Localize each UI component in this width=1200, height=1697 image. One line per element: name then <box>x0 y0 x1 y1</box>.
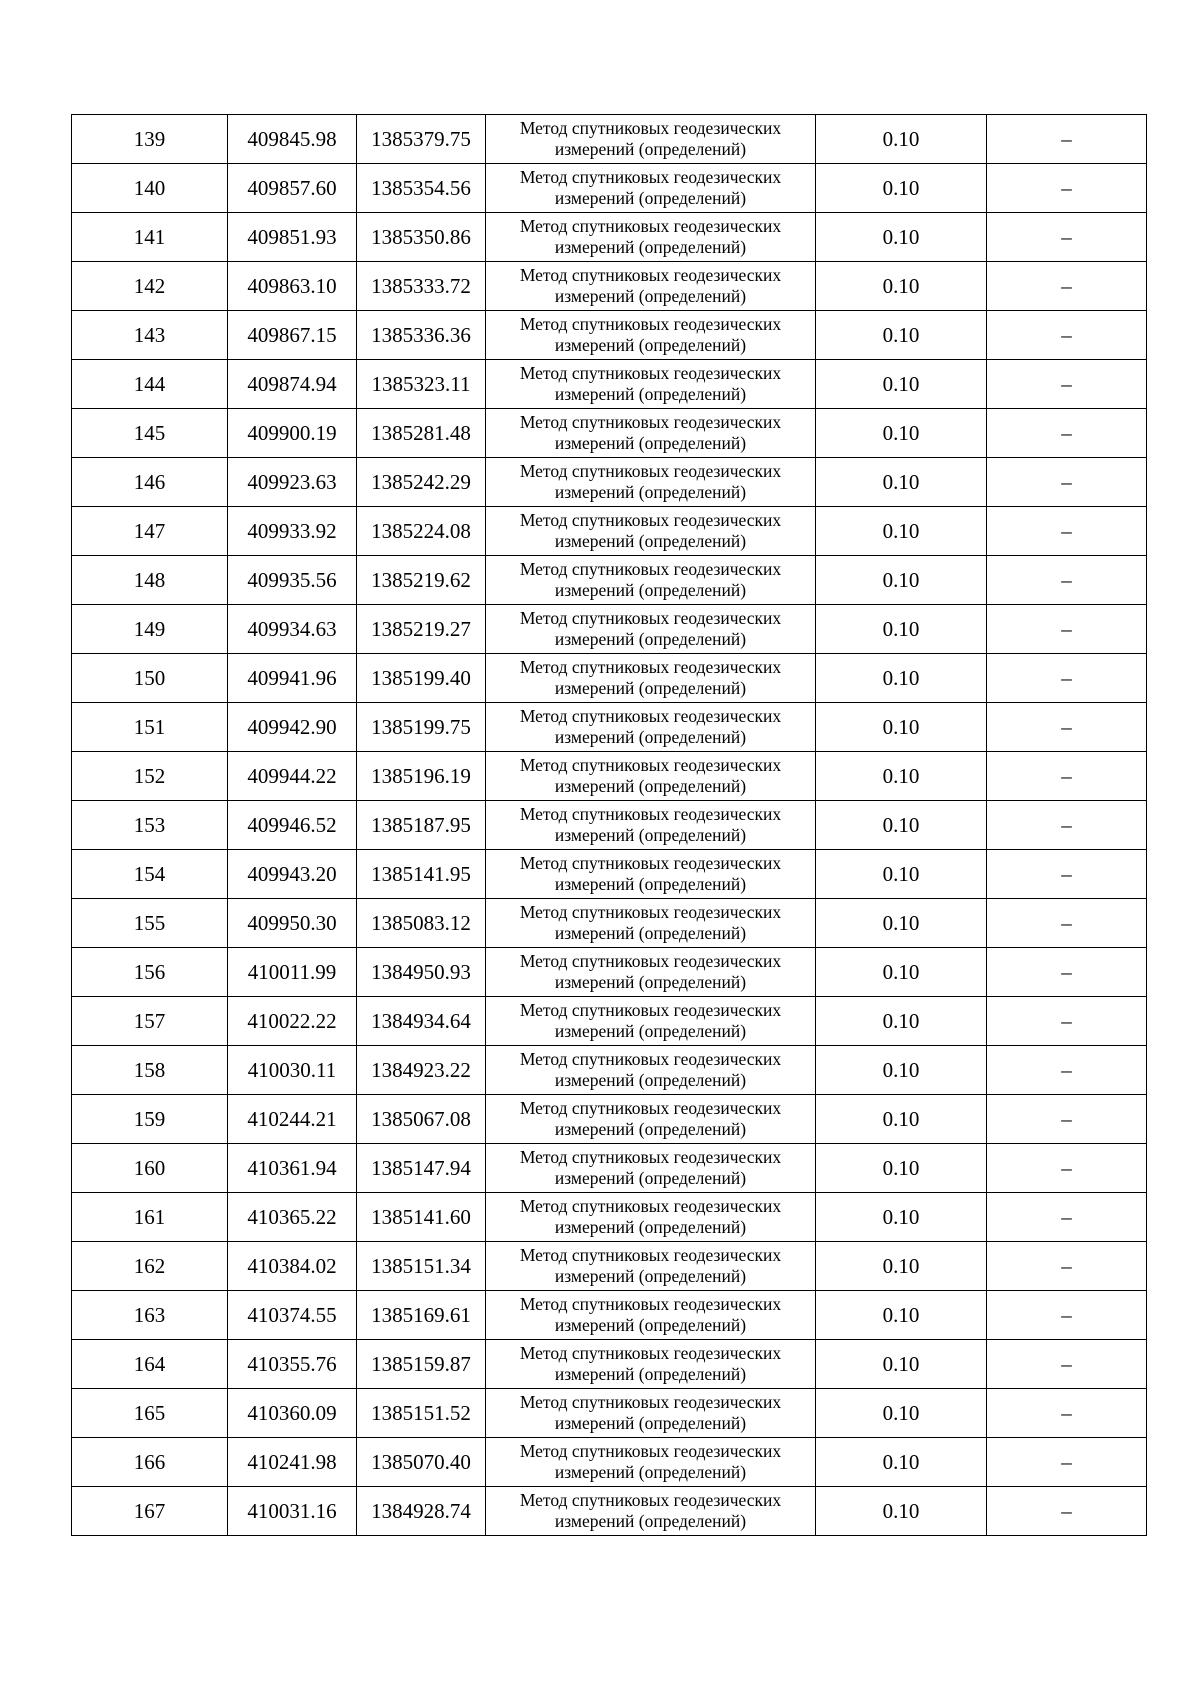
x-coordinate-cell: 410011.99 <box>228 948 357 997</box>
method-line-1: Метод спутниковых геодезических <box>519 607 782 628</box>
method-line-2: измерений (определений) <box>554 776 747 796</box>
method-cell <box>486 703 816 752</box>
x-coordinate-cell: 409942.90 <box>228 703 357 752</box>
table-row <box>72 311 1147 360</box>
table-row <box>72 507 1147 556</box>
table-row <box>72 360 1147 409</box>
method-line-2: измерений (определений) <box>554 384 747 404</box>
note-cell: – <box>987 164 1147 213</box>
method-line-2: измерений (определений) <box>554 1021 747 1041</box>
note-cell: – <box>987 1487 1147 1536</box>
x-coordinate-cell: 410355.76 <box>228 1340 357 1389</box>
y-coordinate-cell: 1384923.22 <box>357 1046 486 1095</box>
note-cell: – <box>987 654 1147 703</box>
method-cell <box>486 1487 816 1536</box>
method-line-2: измерений (определений) <box>554 678 747 698</box>
y-coordinate-cell: 1385199.40 <box>357 654 486 703</box>
accuracy-cell: 0.10 <box>816 997 987 1046</box>
y-coordinate-cell: 1385333.72 <box>357 262 486 311</box>
method-line-1: Метод спутниковых геодезических <box>519 852 782 873</box>
table-row <box>72 752 1147 801</box>
x-coordinate-cell: 410030.11 <box>228 1046 357 1095</box>
method-line-1: Метод спутниковых геодезических <box>519 166 782 187</box>
method-line-2: измерений (определений) <box>554 580 747 600</box>
method-cell <box>486 1144 816 1193</box>
accuracy-cell: 0.10 <box>816 850 987 899</box>
method-line-1: Метод спутниковых геодезических <box>519 264 782 285</box>
x-coordinate-cell: 410241.98 <box>228 1438 357 1487</box>
method-line-2: измерений (определений) <box>554 482 747 502</box>
table-row <box>72 213 1147 262</box>
method-cell <box>486 605 816 654</box>
method-line-2: измерений (определений) <box>554 286 747 306</box>
method-cell <box>486 115 816 164</box>
x-coordinate-cell: 410365.22 <box>228 1193 357 1242</box>
method-line-2: измерений (определений) <box>554 923 747 943</box>
accuracy-cell: 0.10 <box>816 1046 987 1095</box>
point-number-cell: 160 <box>72 1144 228 1193</box>
note-cell: – <box>987 850 1147 899</box>
x-coordinate-cell: 409933.92 <box>228 507 357 556</box>
accuracy-cell: 0.10 <box>816 262 987 311</box>
method-line-2: измерений (определений) <box>554 1168 747 1188</box>
y-coordinate-cell: 1385151.52 <box>357 1389 486 1438</box>
x-coordinate-cell: 409863.10 <box>228 262 357 311</box>
point-number-cell: 151 <box>72 703 228 752</box>
method-cell <box>486 654 816 703</box>
accuracy-cell: 0.10 <box>816 1487 987 1536</box>
y-coordinate-cell: 1385354.56 <box>357 164 486 213</box>
method-line-2: измерений (определений) <box>554 1413 747 1433</box>
table-row <box>72 262 1147 311</box>
accuracy-cell: 0.10 <box>816 556 987 605</box>
table-row <box>72 850 1147 899</box>
y-coordinate-cell: 1385196.19 <box>357 752 486 801</box>
method-line-2: измерений (определений) <box>554 433 747 453</box>
note-cell: – <box>987 556 1147 605</box>
method-cell <box>486 262 816 311</box>
point-number-cell: 157 <box>72 997 228 1046</box>
y-coordinate-cell: 1385159.87 <box>357 1340 486 1389</box>
y-coordinate-cell: 1385141.60 <box>357 1193 486 1242</box>
accuracy-cell: 0.10 <box>816 605 987 654</box>
x-coordinate-cell: 410031.16 <box>228 1487 357 1536</box>
x-coordinate-cell: 409943.20 <box>228 850 357 899</box>
point-number-cell: 142 <box>72 262 228 311</box>
accuracy-cell: 0.10 <box>816 458 987 507</box>
table-row <box>72 997 1147 1046</box>
method-line-2: измерений (определений) <box>554 139 747 159</box>
note-cell: – <box>987 1438 1147 1487</box>
method-line-2: измерений (определений) <box>554 1511 747 1531</box>
method-cell <box>486 801 816 850</box>
table-row <box>72 458 1147 507</box>
point-number-cell: 161 <box>72 1193 228 1242</box>
table-row <box>72 115 1147 164</box>
method-line-2: измерений (определений) <box>554 727 747 747</box>
table-row <box>72 1095 1147 1144</box>
point-number-cell: 154 <box>72 850 228 899</box>
note-cell: – <box>987 1242 1147 1291</box>
note-cell: – <box>987 1144 1147 1193</box>
method-line-1: Метод спутниковых геодезических <box>519 460 782 481</box>
accuracy-cell: 0.10 <box>816 115 987 164</box>
table-row <box>72 1242 1147 1291</box>
x-coordinate-cell: 410022.22 <box>228 997 357 1046</box>
table-row <box>72 948 1147 997</box>
point-number-cell: 141 <box>72 213 228 262</box>
note-cell: – <box>987 801 1147 850</box>
table-row <box>72 654 1147 703</box>
y-coordinate-cell: 1385199.75 <box>357 703 486 752</box>
x-coordinate-cell: 409874.94 <box>228 360 357 409</box>
method-line-1: Метод спутниковых геодезических <box>519 754 782 775</box>
point-number-cell: 158 <box>72 1046 228 1095</box>
method-line-1: Метод спутниковых геодезических <box>519 1195 782 1216</box>
note-cell: – <box>987 213 1147 262</box>
method-cell <box>486 1193 816 1242</box>
point-number-cell: 146 <box>72 458 228 507</box>
method-line-1: Метод спутниковых геодезических <box>519 656 782 677</box>
accuracy-cell: 0.10 <box>816 948 987 997</box>
y-coordinate-cell: 1385083.12 <box>357 899 486 948</box>
point-number-cell: 148 <box>72 556 228 605</box>
method-line-1: Метод спутниковых геодезических <box>519 362 782 383</box>
accuracy-cell: 0.10 <box>816 703 987 752</box>
note-cell: – <box>987 997 1147 1046</box>
table-row <box>72 1340 1147 1389</box>
note-cell: – <box>987 1291 1147 1340</box>
method-cell <box>486 458 816 507</box>
note-cell: – <box>987 311 1147 360</box>
method-line-2: измерений (определений) <box>554 874 747 894</box>
x-coordinate-cell: 409867.15 <box>228 311 357 360</box>
note-cell: – <box>987 409 1147 458</box>
accuracy-cell: 0.10 <box>816 213 987 262</box>
note-cell: – <box>987 1095 1147 1144</box>
point-number-cell: 167 <box>72 1487 228 1536</box>
point-number-cell: 163 <box>72 1291 228 1340</box>
method-line-1: Метод спутниковых геодезических <box>519 411 782 432</box>
x-coordinate-cell: 409900.19 <box>228 409 357 458</box>
x-coordinate-cell: 409944.22 <box>228 752 357 801</box>
method-line-1: Метод спутниковых геодезических <box>519 1146 782 1167</box>
method-line-2: измерений (определений) <box>554 1364 747 1384</box>
note-cell: – <box>987 1046 1147 1095</box>
method-line-2: измерений (определений) <box>554 1315 747 1335</box>
method-cell <box>486 1291 816 1340</box>
note-cell: – <box>987 899 1147 948</box>
point-number-cell: 166 <box>72 1438 228 1487</box>
y-coordinate-cell: 1385242.29 <box>357 458 486 507</box>
y-coordinate-cell: 1384928.74 <box>357 1487 486 1536</box>
method-line-2: измерений (определений) <box>554 972 747 992</box>
method-line-1: Метод спутниковых геодезических <box>519 803 782 824</box>
x-coordinate-cell: 409923.63 <box>228 458 357 507</box>
x-coordinate-cell: 409946.52 <box>228 801 357 850</box>
accuracy-cell: 0.10 <box>816 1095 987 1144</box>
coordinates-table-body <box>72 115 1147 1536</box>
accuracy-cell: 0.10 <box>816 1340 987 1389</box>
method-cell <box>486 213 816 262</box>
method-line-1: Метод спутниковых геодезических <box>519 313 782 334</box>
y-coordinate-cell: 1385070.40 <box>357 1438 486 1487</box>
method-cell <box>486 1438 816 1487</box>
point-number-cell: 143 <box>72 311 228 360</box>
method-line-1: Метод спутниковых геодезических <box>519 1391 782 1412</box>
table-row <box>72 164 1147 213</box>
method-cell <box>486 1389 816 1438</box>
x-coordinate-cell: 410360.09 <box>228 1389 357 1438</box>
method-line-2: измерений (определений) <box>554 1119 747 1139</box>
note-cell: – <box>987 1193 1147 1242</box>
table-row <box>72 1389 1147 1438</box>
method-cell <box>486 1340 816 1389</box>
method-line-1: Метод спутниковых геодезических <box>519 558 782 579</box>
method-line-1: Метод спутниковых геодезических <box>519 509 782 530</box>
point-number-cell: 153 <box>72 801 228 850</box>
method-line-1: Метод спутниковых геодезических <box>519 215 782 236</box>
x-coordinate-cell: 409934.63 <box>228 605 357 654</box>
y-coordinate-cell: 1385169.61 <box>357 1291 486 1340</box>
accuracy-cell: 0.10 <box>816 801 987 850</box>
y-coordinate-cell: 1385281.48 <box>357 409 486 458</box>
point-number-cell: 159 <box>72 1095 228 1144</box>
note-cell: – <box>987 507 1147 556</box>
point-number-cell: 152 <box>72 752 228 801</box>
method-line-2: измерений (определений) <box>554 1266 747 1286</box>
method-cell <box>486 997 816 1046</box>
table-row <box>72 899 1147 948</box>
note-cell: – <box>987 1389 1147 1438</box>
x-coordinate-cell: 410361.94 <box>228 1144 357 1193</box>
method-line-2: измерений (определений) <box>554 1217 747 1237</box>
method-line-1: Метод спутниковых геодезических <box>519 117 782 138</box>
accuracy-cell: 0.10 <box>816 311 987 360</box>
table-row <box>72 605 1147 654</box>
method-line-1: Метод спутниковых геодезических <box>519 1048 782 1069</box>
point-number-cell: 144 <box>72 360 228 409</box>
accuracy-cell: 0.10 <box>816 164 987 213</box>
y-coordinate-cell: 1385336.36 <box>357 311 486 360</box>
accuracy-cell: 0.10 <box>816 1291 987 1340</box>
point-number-cell: 149 <box>72 605 228 654</box>
method-line-2: измерений (определений) <box>554 1070 747 1090</box>
x-coordinate-cell: 410244.21 <box>228 1095 357 1144</box>
method-line-2: измерений (определений) <box>554 1462 747 1482</box>
x-coordinate-cell: 410374.55 <box>228 1291 357 1340</box>
point-number-cell: 165 <box>72 1389 228 1438</box>
x-coordinate-cell: 409935.56 <box>228 556 357 605</box>
y-coordinate-cell: 1385067.08 <box>357 1095 486 1144</box>
method-line-2: измерений (определений) <box>554 188 747 208</box>
table-row <box>72 1291 1147 1340</box>
table-row <box>72 1046 1147 1095</box>
method-line-2: измерений (определений) <box>554 629 747 649</box>
point-number-cell: 164 <box>72 1340 228 1389</box>
accuracy-cell: 0.10 <box>816 1389 987 1438</box>
accuracy-cell: 0.10 <box>816 507 987 556</box>
table-row <box>72 1193 1147 1242</box>
method-cell <box>486 752 816 801</box>
method-cell <box>486 360 816 409</box>
note-cell: – <box>987 948 1147 997</box>
method-line-2: измерений (определений) <box>554 335 747 355</box>
table-row <box>72 703 1147 752</box>
note-cell: – <box>987 752 1147 801</box>
method-line-2: измерений (определений) <box>554 237 747 257</box>
accuracy-cell: 0.10 <box>816 752 987 801</box>
accuracy-cell: 0.10 <box>816 360 987 409</box>
y-coordinate-cell: 1385219.62 <box>357 556 486 605</box>
accuracy-cell: 0.10 <box>816 409 987 458</box>
x-coordinate-cell: 409845.98 <box>228 115 357 164</box>
method-line-1: Метод спутниковых геодезических <box>519 1440 782 1461</box>
table-row <box>72 1487 1147 1536</box>
y-coordinate-cell: 1384950.93 <box>357 948 486 997</box>
x-coordinate-cell: 409941.96 <box>228 654 357 703</box>
table-row <box>72 409 1147 458</box>
method-cell <box>486 948 816 997</box>
note-cell: – <box>987 703 1147 752</box>
point-number-cell: 156 <box>72 948 228 997</box>
method-cell <box>486 1046 816 1095</box>
accuracy-cell: 0.10 <box>816 1193 987 1242</box>
point-number-cell: 150 <box>72 654 228 703</box>
method-cell <box>486 409 816 458</box>
accuracy-cell: 0.10 <box>816 654 987 703</box>
x-coordinate-cell: 409950.30 <box>228 899 357 948</box>
point-number-cell: 145 <box>72 409 228 458</box>
method-line-1: Метод спутниковых геодезических <box>519 1342 782 1363</box>
method-cell <box>486 850 816 899</box>
accuracy-cell: 0.10 <box>816 1438 987 1487</box>
method-line-1: Метод спутниковых геодезических <box>519 901 782 922</box>
point-number-cell: 162 <box>72 1242 228 1291</box>
method-cell <box>486 311 816 360</box>
note-cell: – <box>987 458 1147 507</box>
method-line-2: измерений (определений) <box>554 825 747 845</box>
x-coordinate-cell: 410384.02 <box>228 1242 357 1291</box>
point-number-cell: 155 <box>72 899 228 948</box>
method-line-1: Метод спутниковых геодезических <box>519 705 782 726</box>
y-coordinate-cell: 1385147.94 <box>357 1144 486 1193</box>
point-number-cell: 139 <box>72 115 228 164</box>
method-cell <box>486 899 816 948</box>
y-coordinate-cell: 1385141.95 <box>357 850 486 899</box>
table-row <box>72 801 1147 850</box>
y-coordinate-cell: 1385379.75 <box>357 115 486 164</box>
table-row <box>72 1144 1147 1193</box>
note-cell: – <box>987 115 1147 164</box>
coordinates-table <box>71 114 1147 1536</box>
method-line-1: Метод спутниковых геодезических <box>519 1293 782 1314</box>
y-coordinate-cell: 1385350.86 <box>357 213 486 262</box>
accuracy-cell: 0.10 <box>816 899 987 948</box>
method-cell <box>486 1095 816 1144</box>
y-coordinate-cell: 1385224.08 <box>357 507 486 556</box>
table-row <box>72 556 1147 605</box>
accuracy-cell: 0.10 <box>816 1144 987 1193</box>
table-row <box>72 1438 1147 1487</box>
y-coordinate-cell: 1385219.27 <box>357 605 486 654</box>
method-cell <box>486 164 816 213</box>
method-cell <box>486 556 816 605</box>
method-line-1: Метод спутниковых геодезических <box>519 1489 782 1510</box>
note-cell: – <box>987 605 1147 654</box>
method-line-1: Метод спутниковых геодезических <box>519 999 782 1020</box>
y-coordinate-cell: 1385323.11 <box>357 360 486 409</box>
note-cell: – <box>987 1340 1147 1389</box>
accuracy-cell: 0.10 <box>816 1242 987 1291</box>
point-number-cell: 140 <box>72 164 228 213</box>
x-coordinate-cell: 409851.93 <box>228 213 357 262</box>
method-line-2: измерений (определений) <box>554 531 747 551</box>
x-coordinate-cell: 409857.60 <box>228 164 357 213</box>
point-number-cell: 147 <box>72 507 228 556</box>
note-cell: – <box>987 360 1147 409</box>
method-cell <box>486 507 816 556</box>
y-coordinate-cell: 1384934.64 <box>357 997 486 1046</box>
y-coordinate-cell: 1385151.34 <box>357 1242 486 1291</box>
method-line-1: Метод спутниковых геодезических <box>519 1097 782 1118</box>
y-coordinate-cell: 1385187.95 <box>357 801 486 850</box>
note-cell: – <box>987 262 1147 311</box>
method-cell <box>486 1242 816 1291</box>
method-line-1: Метод спутниковых геодезических <box>519 950 782 971</box>
method-line-1: Метод спутниковых геодезических <box>519 1244 782 1265</box>
